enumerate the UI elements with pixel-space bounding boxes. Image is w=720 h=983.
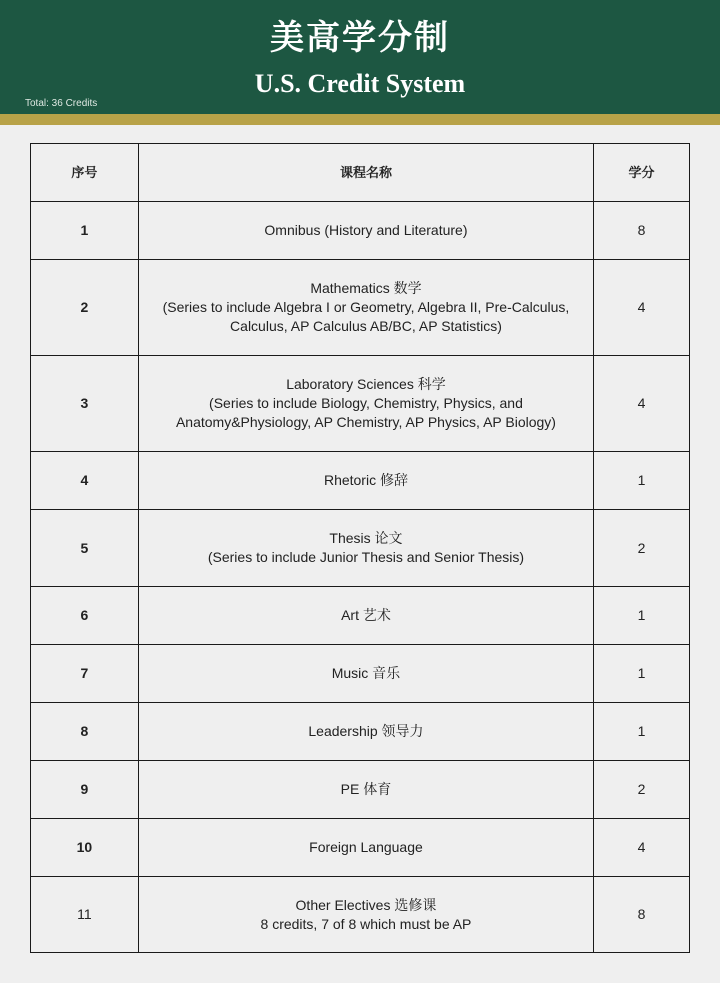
table-row [31, 761, 690, 819]
row-course [138, 703, 593, 761]
row-credits: 1 [594, 645, 690, 703]
course-line: (Series to include Biology, Chemistry, Physics, and [209, 395, 523, 411]
row-course [138, 587, 593, 645]
row-course [138, 819, 593, 877]
row-index: 3 [31, 356, 139, 452]
course-line: Thesis 论文 [329, 530, 403, 546]
row-index: 7 [31, 645, 139, 703]
course-line: (Series to include Junior Thesis and Senior Thesis) [207, 549, 525, 565]
header-credits: 学分 [594, 144, 690, 202]
table-header-row [31, 144, 690, 202]
row-credits: 2 [594, 761, 690, 819]
course-line: Omnibus (History and Literature) [264, 222, 468, 238]
row-index: 5 [31, 510, 139, 587]
course-line: Foreign Language [309, 839, 423, 855]
table-row [31, 452, 690, 510]
course-line: Anatomy&Physiology, AP Chemistry, AP Physics, AP Biology) [175, 414, 556, 430]
page-title-cn: 美高学分制 [270, 18, 450, 58]
row-index: 11 [31, 877, 139, 953]
row-credits: 1 [594, 452, 690, 510]
table-row [31, 356, 690, 452]
course-line: Music 音乐 [331, 665, 401, 681]
row-course [138, 645, 593, 703]
row-course [138, 877, 593, 953]
table-row [31, 703, 690, 761]
row-index: 1 [31, 202, 139, 260]
header-course: 课程名称 [138, 144, 593, 202]
table-row [31, 645, 690, 703]
table-row [31, 510, 690, 587]
page-title-en: U.S. Credit System [254, 69, 466, 98]
course-line: 8 credits, 7 of 8 which must be AP [260, 915, 472, 932]
row-course [138, 202, 593, 260]
table-row [31, 877, 690, 953]
row-credits: 2 [594, 510, 690, 587]
header-index: 序号 [31, 144, 139, 202]
course-line: Mathematics 数学 [310, 280, 422, 296]
row-credits: 4 [594, 819, 690, 877]
row-course [138, 761, 593, 819]
gold-divider [0, 114, 720, 125]
course-line: Leadership 领导力 [308, 723, 424, 739]
row-index: 8 [31, 703, 139, 761]
course-line: Other Electives 选修课 [295, 896, 437, 913]
row-course [138, 260, 593, 356]
course-line: Art 艺术 [341, 607, 391, 623]
row-credits: 8 [594, 877, 690, 953]
row-credits: 1 [594, 703, 690, 761]
course-line: Laboratory Sciences 科学 [286, 376, 446, 392]
table-row [31, 202, 690, 260]
row-index: 10 [31, 819, 139, 877]
course-line: Rhetoric 修辞 [323, 472, 408, 488]
credits-table [30, 143, 690, 953]
row-index: 4 [31, 452, 139, 510]
course-line: (Series to include Algebra I or Geometry, Algebra II, Pre-Calculus, [162, 299, 570, 315]
row-credits: 4 [594, 356, 690, 452]
row-course [138, 452, 593, 510]
row-credits: 8 [594, 202, 690, 260]
table-row [31, 260, 690, 356]
table-row [31, 819, 690, 877]
row-index: 6 [31, 587, 139, 645]
row-credits: 1 [594, 587, 690, 645]
row-course [138, 510, 593, 587]
course-line: PE 体育 [340, 781, 392, 797]
total-credits: Total: 36 Credits [25, 98, 98, 109]
course-line: Calculus, AP Calculus AB/BC, AP Statistics) [230, 318, 502, 334]
row-index: 2 [31, 260, 139, 356]
row-course [138, 356, 593, 452]
row-index: 9 [31, 761, 139, 819]
table-row [31, 587, 690, 645]
row-credits: 4 [594, 260, 690, 356]
